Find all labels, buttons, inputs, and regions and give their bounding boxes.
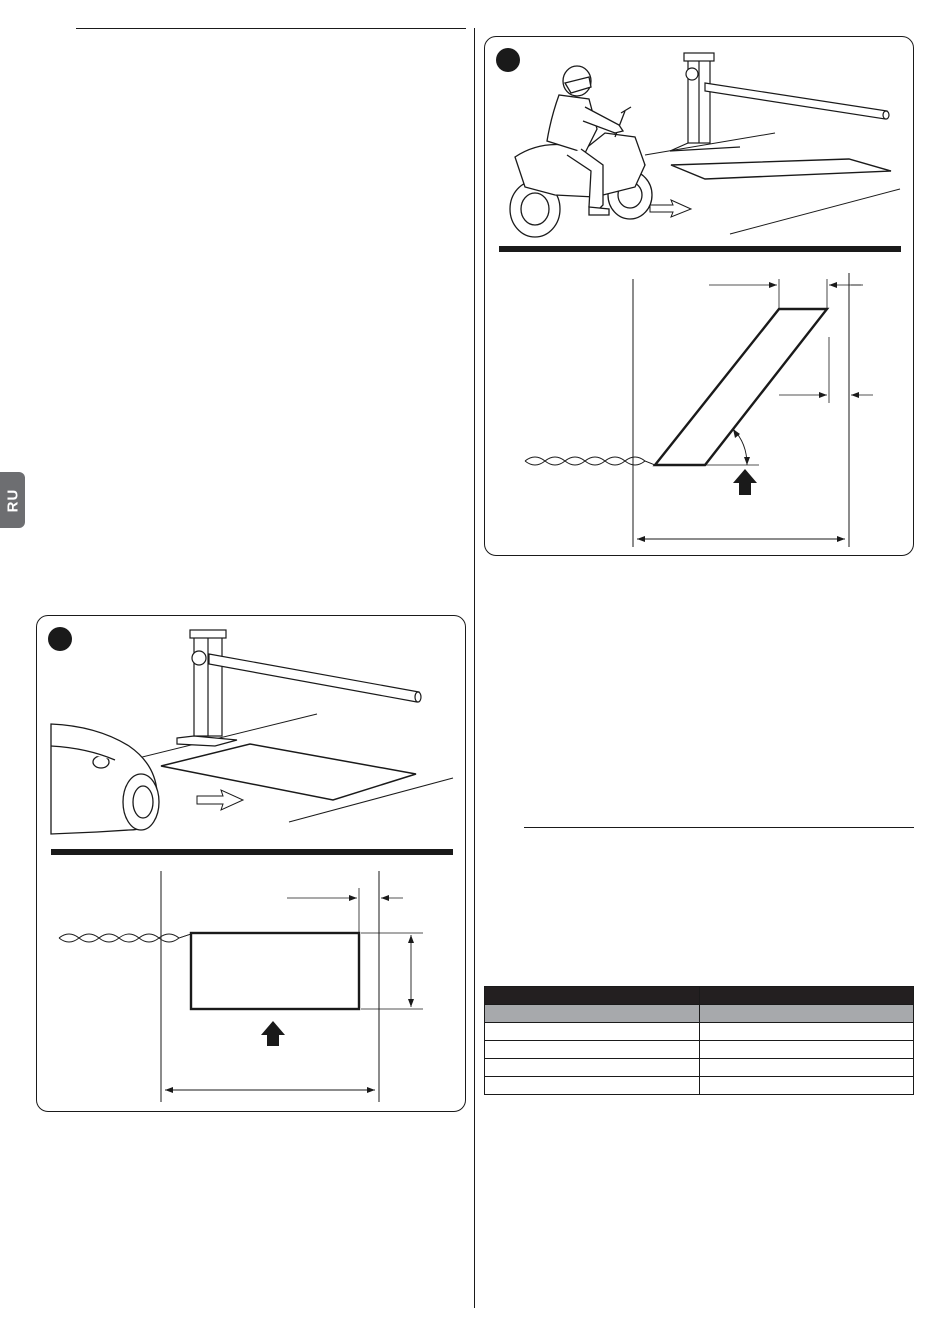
top-rule-left: [76, 28, 466, 29]
figure-separator: [51, 849, 453, 855]
barrier-post: [670, 53, 740, 151]
diagonal-loop: [655, 309, 827, 465]
table-cell: [485, 1077, 700, 1095]
table-cell: [485, 1041, 700, 1059]
column-divider: [474, 28, 475, 1308]
table-cell: [485, 1059, 700, 1077]
table-subheader-cell: [699, 1005, 914, 1023]
twisted-cable: [59, 934, 191, 942]
figure-car-drawing: [37, 616, 467, 1113]
figure-motorcycle-drawing: [485, 37, 915, 557]
section-rule-right: [524, 827, 914, 828]
language-tab-label: RU: [3, 488, 21, 512]
figure-marker: [496, 48, 520, 72]
twisted-cable: [525, 457, 655, 465]
table-cell: [699, 1023, 914, 1041]
table-cell: [699, 1041, 914, 1059]
figure-marker: [48, 627, 72, 651]
table-row: [485, 1059, 914, 1077]
ground-loop: [161, 744, 416, 800]
table-subheader-cell: [485, 1005, 700, 1023]
ground-arrow-icon: [650, 200, 691, 217]
table-cell: [699, 1059, 914, 1077]
direction-arrow-icon: [733, 469, 757, 495]
barrier-arm: [705, 83, 889, 119]
table-cell: [699, 1077, 914, 1095]
rectangular-loop: [191, 933, 359, 1009]
ground-loop: [671, 159, 891, 179]
table-row: [485, 1023, 914, 1041]
barrier-post: [177, 630, 237, 746]
car: [51, 724, 159, 834]
spec-table: [484, 986, 914, 1095]
table-header-cell: [485, 987, 700, 1005]
figure-car-panel: [36, 615, 466, 1112]
barrier-arm: [209, 654, 421, 702]
table-cell: [485, 1023, 700, 1041]
ground-arrow-icon: [197, 790, 243, 810]
table-header-row: [485, 987, 914, 1005]
table-header-cell: [699, 987, 914, 1005]
figure-separator: [499, 246, 901, 252]
direction-arrow-icon: [261, 1021, 285, 1046]
table-row: [485, 1077, 914, 1095]
language-tab: [0, 472, 25, 528]
table-row: [485, 1041, 914, 1059]
table-subheader-row: [485, 1005, 914, 1023]
figure-motorcycle-panel: [484, 36, 914, 556]
